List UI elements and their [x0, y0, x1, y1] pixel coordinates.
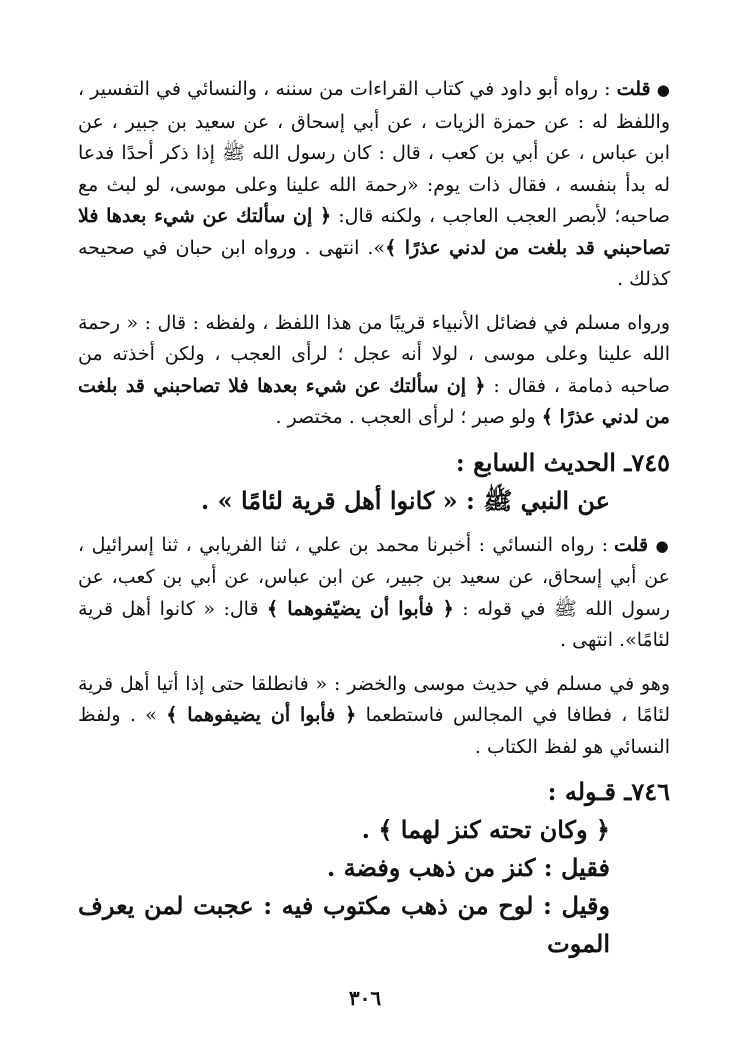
paragraph-text-end: » . ولفظ النسائي هو لفظ الكتاب .: [78, 704, 670, 758]
quran-quote: ﴿ إن سألتك عن شيء بعدها فلا تصاحبني قد بلغت من لدني عذرًا ﴾: [78, 205, 671, 259]
paragraph-text-end: قال: « كانوا أهل قرية لئامًا». انتهى .: [78, 597, 670, 651]
quran-quote: ﴿ فأبوا أن يضيفوهما ﴾: [166, 704, 357, 726]
paragraph-text: : رواه أبو داود في كتاب القراءات من سننه ، والنسائي في التفسير ، واللفظ له : عن حمزة الزيات ، عن أبي إسحاق ، عن سعيد بن جبير ، عن ابن عباس ، عن أبي بن كعب ، قال : كان رسول الله ﷺ إذا ذكر أحدًا فدعا له بدأ بنفسه ، فقال ذات يوم: «رحمة الله علينا وعلى موسى، لو لبث مع صاحبه؛ لأبصر العجب العاجب ، ولكنه قال:: [78, 78, 670, 227]
paragraph-text: وهو في مسلم في حديث موسى والخضر : « فانطلقا حتى إذا أتيا أهل قرية لئامًا ، فطافا في المجالس فاستطعما: [78, 672, 670, 726]
hadith-745-text: عن النبي ﷺ : « كانوا أهل قرية لئامًا » .: [200, 485, 610, 515]
section-746-line-2: فقيل : كنز من ذهب وفضة .: [326, 853, 610, 882]
section-746-heading: ٧٤٦ـ قـوله :: [547, 777, 670, 806]
page-number: ٣٠٦: [348, 986, 382, 1010]
paragraph-text: ورواه مسلم في فضائل الأنبياء قريبًا من هذا اللفظ ، ولفظه : قال : « رحمة الله علينا وعلى موسى ، لولا أنه عجل ؛ لرأى العجب ، ولكن أخذته من صاحبه ذمامة ، فقال :: [78, 311, 670, 397]
paragraph-qult-2: [78, 530, 670, 657]
page-content: [78, 74, 670, 963]
paragraph-text-end: ولو صبر ؛ لرأى العجب . مختصر .: [275, 406, 542, 428]
paragraph-qult-1: [78, 74, 670, 296]
paragraph-text: : رواه النسائي : أخبرنا محمد بن علي ، ثنا الفريابي ، ثنا إسرائيل ، عن أبي إسحاق، عن سعيد بن جبير، عن ابن عباس، عن أبي بن كعب، عن رسول الله ﷺ في قوله :: [78, 533, 670, 620]
quran-quote: ﴿ فأبوا أن يضيّفوهما ﴾: [267, 597, 454, 620]
bullet-icon: ●: [655, 536, 670, 555]
paragraph-text-end: ». انتهى . ورواه ابن حبان في صحيحه كذلك .: [78, 236, 670, 290]
section-746-verse: ﴿ وكان تحته كنز لهما ﴾ .: [361, 815, 610, 844]
quran-quote: ﴿ إن سألتك عن شيء بعدها فلا تصاحبني قد بلغت من لدني عذرًا ﴾: [78, 374, 670, 428]
qult-label: قلت: [614, 533, 649, 556]
bullet-icon: ●: [656, 81, 671, 99]
paragraph-muslim-1: [78, 308, 670, 434]
section-746-line-3: وقيل : لوح من ذهب مكتوب فيه : عجبت لمن يعرف الموت: [78, 891, 611, 958]
qult-label: قلت: [616, 78, 651, 100]
paragraph-muslim-2: [78, 669, 670, 764]
hadith-745-heading: ٧٤٥ـ الحديث السابع :: [455, 447, 670, 477]
